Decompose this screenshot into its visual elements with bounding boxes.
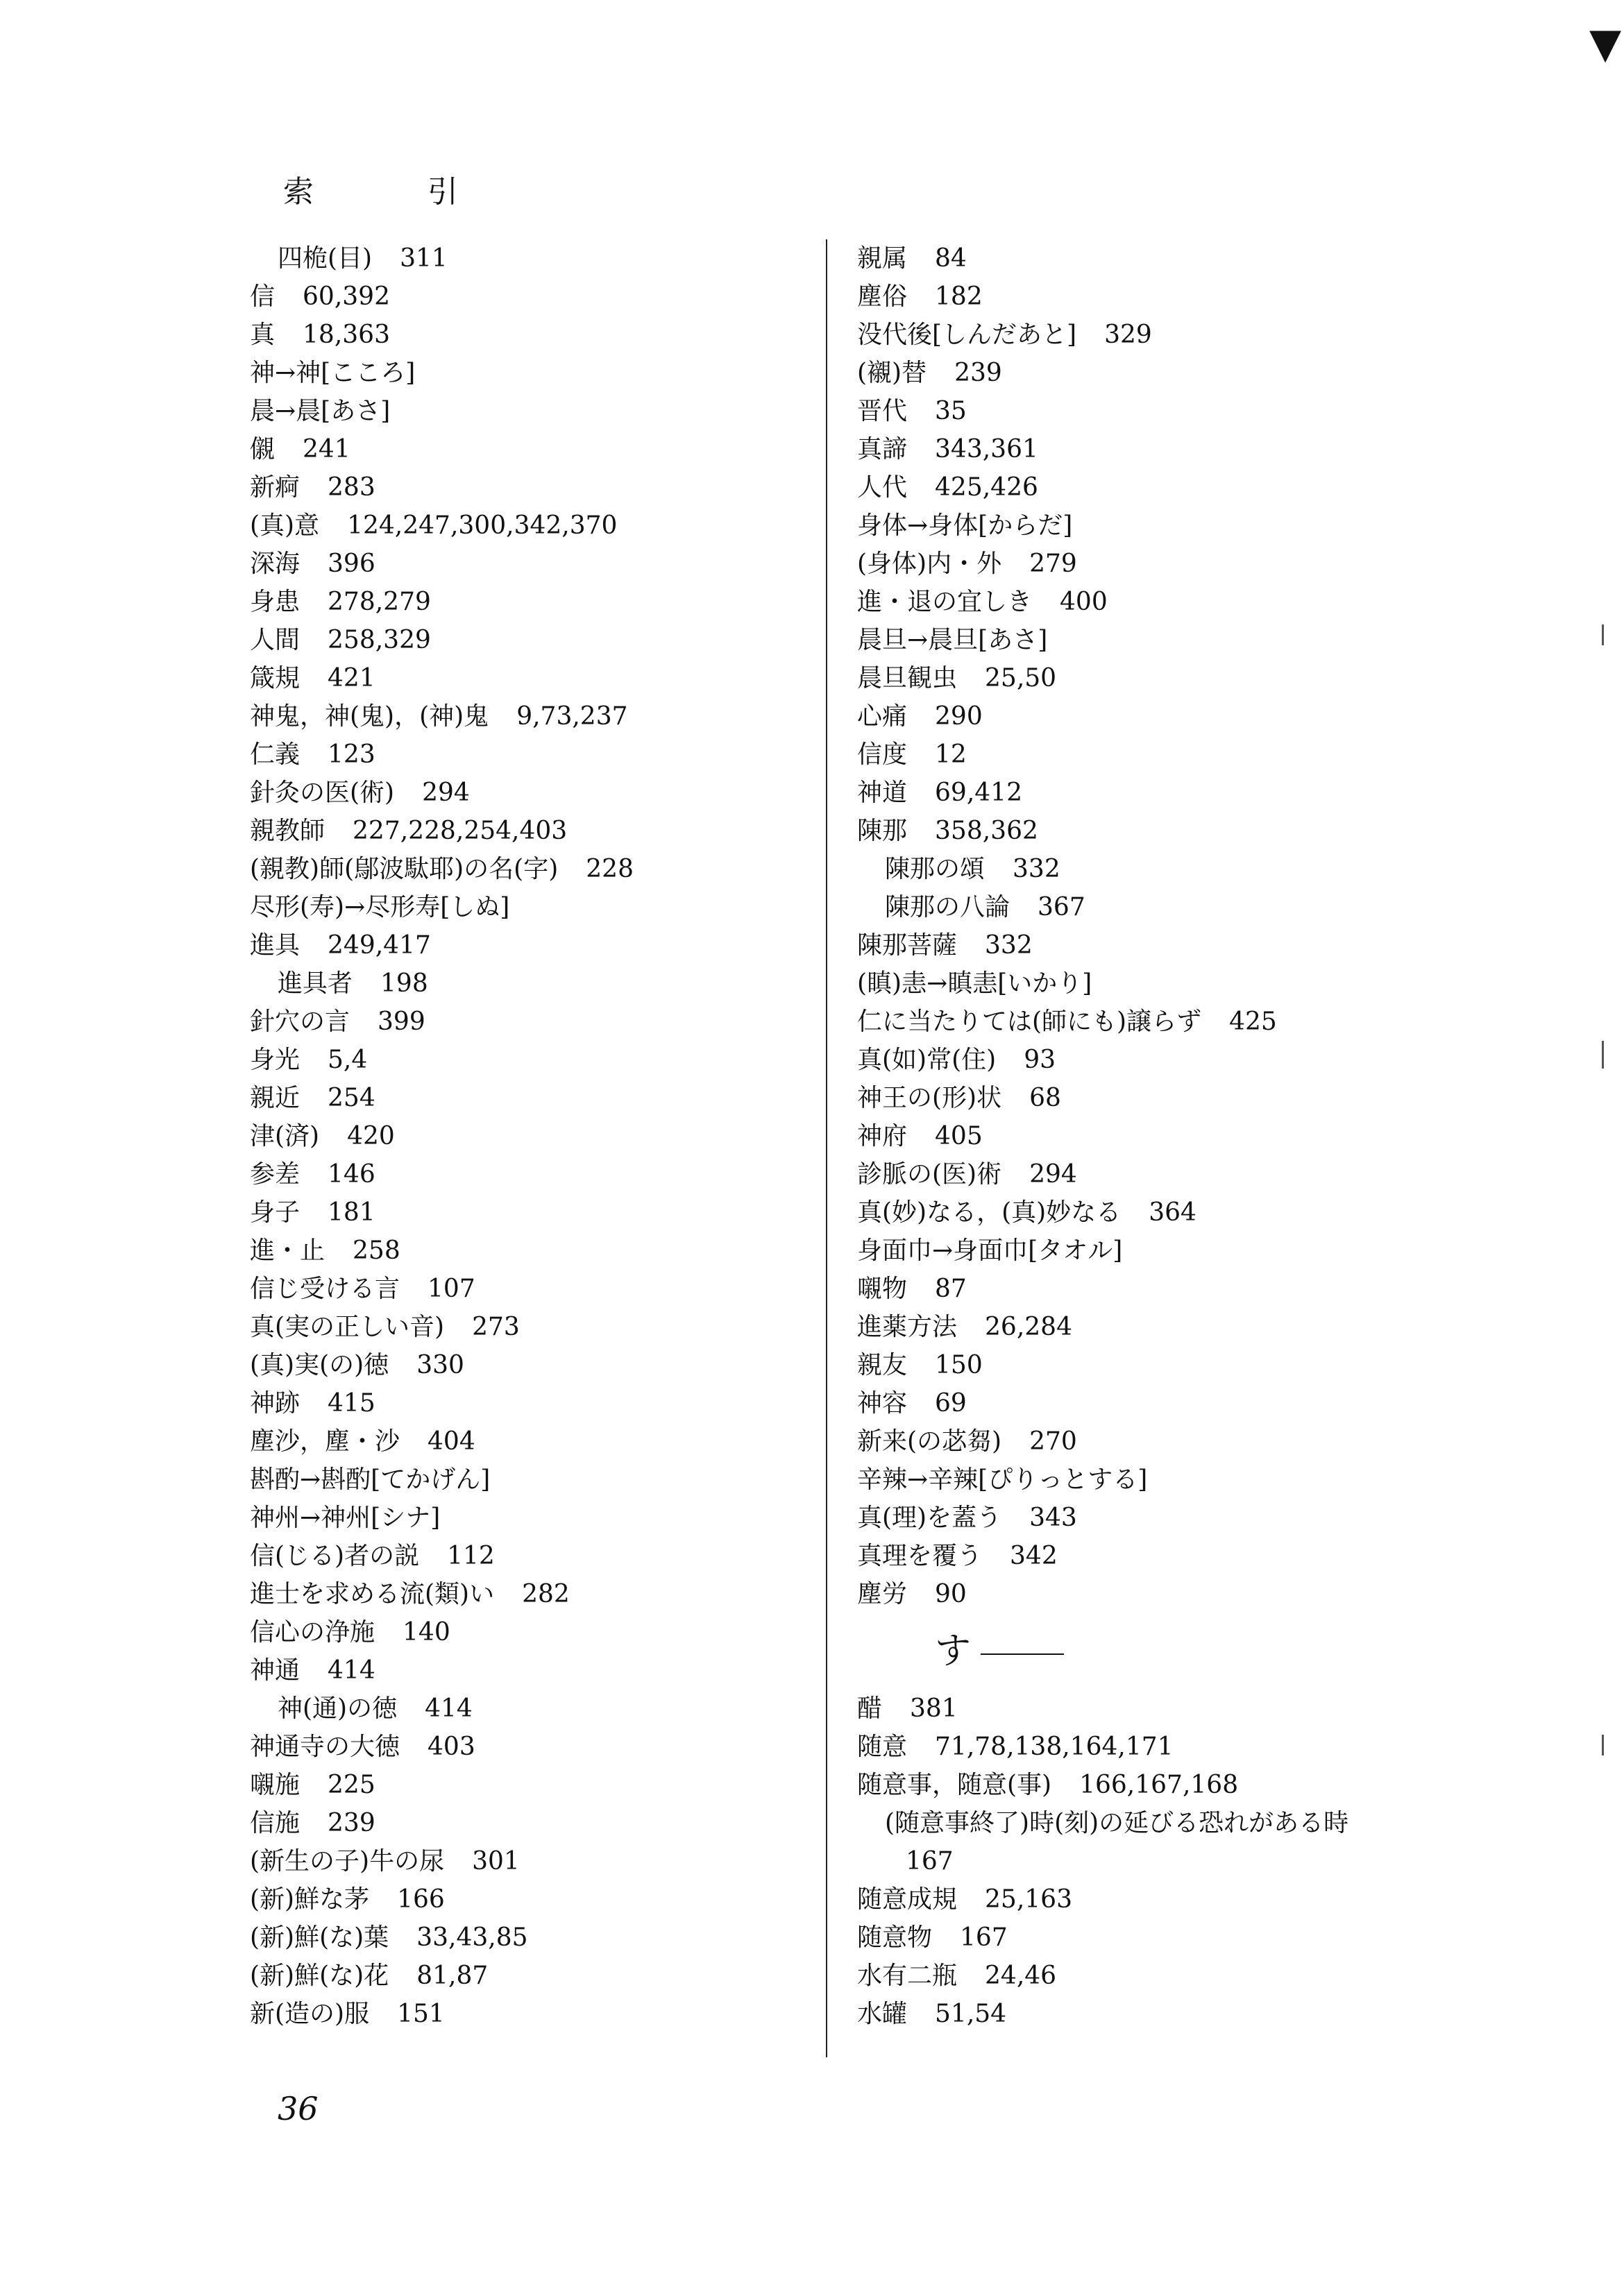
index-entry [857, 774, 1482, 812]
index-entry [857, 354, 1482, 392]
index-term: (身体)内・外 [857, 550, 1002, 578]
index-term: 親近 [250, 1084, 301, 1112]
index-entry [857, 1079, 1482, 1117]
index-entry [857, 392, 1482, 430]
index-entry [250, 1193, 805, 1232]
index-entry [250, 278, 805, 316]
index-entry [250, 697, 805, 735]
index-entry [857, 1422, 1482, 1461]
index-pages: 25,163 [985, 1885, 1072, 1914]
index-term: 真理を覆う [857, 1542, 983, 1570]
index-entry [857, 812, 1482, 850]
index-term: 仁に当たりては(師にも)譲らず [857, 1007, 1202, 1036]
index-entry [857, 1270, 1482, 1308]
corner-mark: ▼ [1589, 19, 1622, 68]
index-pages: 282 [522, 1580, 570, 1608]
index-pages: 167 [960, 1923, 1008, 1952]
index-term: 人代 [857, 473, 908, 502]
index-pages: 294 [1029, 1160, 1077, 1189]
index-entry [250, 430, 805, 468]
index-term: 身子 [250, 1198, 301, 1227]
index-term: 新痾 [250, 473, 301, 502]
index-pages: 278,279 [328, 588, 431, 616]
index-entry [250, 1117, 805, 1155]
index-pages: 400 [1060, 588, 1108, 616]
index-entry [857, 1804, 1482, 1842]
index-entry [250, 850, 805, 888]
index-term: 新来(の苾芻) [857, 1427, 1002, 1456]
index-entry [250, 621, 805, 659]
index-term: 真(実の正しい音) [250, 1313, 445, 1341]
edge-tick [1602, 1735, 1604, 1755]
index-entry [857, 1117, 1482, 1155]
index-term: 信施 [250, 1809, 301, 1837]
index-pages: 330 [416, 1351, 464, 1379]
index-term: 信心の浄施 [250, 1618, 375, 1647]
index-pages: 24,46 [985, 1962, 1057, 1990]
index-term: 親教師 [250, 817, 325, 845]
index-pages: 84 [935, 244, 967, 273]
index-term: 身光 [250, 1046, 301, 1074]
index-pages: 279 [1029, 550, 1077, 578]
index-term: 神容 [857, 1389, 908, 1418]
index-term: 神通 [250, 1656, 301, 1685]
index-entry [857, 1232, 1482, 1270]
index-pages: 182 [935, 282, 983, 311]
page-number: 36 [278, 2090, 319, 2127]
index-entry [250, 1995, 805, 2033]
index-pages: 124,247,300,342,370 [347, 511, 618, 540]
index-pages: 167 [906, 1847, 954, 1876]
index-term: 参差 [250, 1160, 301, 1189]
index-term: 人間 [250, 626, 301, 654]
index-pages: 420 [347, 1122, 395, 1150]
index-pages: 332 [985, 931, 1033, 960]
section-heading-rule [981, 1653, 1064, 1655]
index-term: 信じ受ける言 [250, 1275, 400, 1303]
index-pages: 9,73,237 [516, 702, 628, 731]
index-term: 醋 [857, 1694, 883, 1723]
index-pages: 239 [954, 359, 1002, 387]
index-entry [857, 735, 1482, 774]
index-term: (真)実(の)徳 [250, 1351, 389, 1379]
index-pages: 5,4 [328, 1046, 368, 1074]
index-pages: 166,167,168 [1079, 1771, 1239, 1799]
index-pages: 254 [328, 1084, 375, 1112]
index-pages: 225 [328, 1771, 375, 1799]
index-pages: 26,284 [985, 1313, 1072, 1341]
index-pages: 258 [353, 1236, 400, 1265]
index-entry [857, 1461, 1482, 1499]
index-term: 尽形(寿)→尽形寿[しぬ] [250, 893, 510, 921]
index-pages: 301 [472, 1847, 520, 1876]
index-pages: 90 [935, 1580, 967, 1608]
index-pages: 399 [378, 1007, 425, 1036]
index-entry [857, 278, 1482, 316]
index-entry [250, 1919, 805, 1957]
index-term: 四桅(目) [278, 244, 373, 273]
index-pages: 294 [422, 779, 470, 807]
index-pages: 396 [328, 550, 375, 578]
index-term: 神鬼，神(鬼)，(神)鬼 [250, 702, 489, 731]
index-term: 神(通)の徳 [278, 1694, 398, 1723]
index-entry [857, 1842, 1482, 1880]
index-pages: 228 [586, 855, 634, 883]
index-entry [250, 545, 805, 583]
index-group-su [857, 1690, 1482, 2033]
index-entry [250, 316, 805, 354]
edge-tick [1602, 624, 1604, 645]
index-term: 箴規 [250, 664, 301, 692]
index-pages: 270 [1029, 1427, 1077, 1456]
index-entry [250, 1880, 805, 1919]
index-pages: 181 [328, 1198, 375, 1227]
index-entry [250, 1804, 805, 1842]
index-term: 心痛 [857, 702, 908, 731]
index-term: 晋代 [857, 397, 908, 425]
index-term: 塵沙，塵・沙 [250, 1427, 400, 1456]
index-entry [250, 1613, 805, 1651]
index-term: (新)鮮(な)花 [250, 1962, 389, 1990]
index-term: (新)鮮な茅 [250, 1885, 370, 1914]
index-entry [857, 239, 1482, 278]
section-heading-su [857, 1613, 1482, 1690]
index-term: (親教)師(鄔波駄耶)の名(字) [250, 855, 559, 883]
index-pages: 12 [935, 740, 967, 769]
index-pages: 332 [1013, 855, 1060, 883]
index-entry [250, 354, 805, 392]
index-group-shin [857, 239, 1482, 1613]
index-term: 神王の(形)状 [857, 1084, 1002, 1112]
index-term: 随意事，随意(事) [857, 1771, 1052, 1799]
column-divider [826, 239, 827, 2057]
index-entry [857, 545, 1482, 583]
index-entry [250, 1079, 805, 1117]
index-term: 津(済) [250, 1122, 320, 1150]
index-term: (新生の子)牛の尿 [250, 1847, 445, 1876]
index-entry [857, 1346, 1482, 1384]
index-term: 水罐 [857, 2000, 908, 2028]
section-heading-kana: す [935, 1631, 972, 1672]
index-entry [250, 888, 805, 926]
index-term: 神道 [857, 779, 908, 807]
index-pages: 18,363 [303, 321, 390, 349]
index-pages: 425 [1229, 1007, 1277, 1036]
index-term: 陳那の頌 [885, 855, 986, 883]
index-term: 神州→神州[シナ] [250, 1504, 441, 1532]
index-term: 斟酌→斟酌[てかげん] [250, 1465, 491, 1494]
index-entry [250, 1003, 805, 1041]
index-entry [250, 1766, 805, 1804]
index-pages: 241 [303, 435, 350, 464]
index-pages: 93 [1024, 1046, 1056, 1074]
index-entry [857, 468, 1482, 507]
index-pages: 381 [910, 1694, 958, 1723]
index-pages: 112 [447, 1542, 495, 1570]
index-entry [250, 1842, 805, 1880]
index-term: 嚫物 [857, 1275, 908, 1303]
index-entry [857, 1575, 1482, 1613]
index-entry [250, 1499, 805, 1537]
index-entry [857, 1880, 1482, 1919]
index-term: 親属 [857, 244, 908, 273]
index-pages: 343 [1029, 1504, 1077, 1532]
index-term: 陳那 [857, 817, 908, 845]
index-entry [250, 1308, 805, 1346]
index-term: 神跡 [250, 1389, 301, 1418]
index-term: 儭 [250, 435, 276, 464]
index-pages: 258,329 [328, 626, 431, 654]
index-term: 陳那の八論 [885, 893, 1010, 921]
index-term: 晨旦→晨旦[あさ] [857, 626, 1048, 654]
index-pages: 405 [935, 1122, 983, 1150]
index-term: 診脈の(医)術 [857, 1160, 1002, 1189]
index-term: 身体→身体[からだ] [857, 511, 1073, 540]
index-pages: 311 [400, 244, 448, 273]
index-entry [250, 1728, 805, 1766]
index-pages: 33,43,85 [416, 1923, 528, 1952]
index-entry [250, 659, 805, 697]
index-term: 真(妙)なる，(真)妙なる [857, 1198, 1122, 1227]
index-pages: 342 [1010, 1542, 1058, 1570]
index-pages: 166 [397, 1885, 445, 1914]
index-term: 辛辣→辛辣[ぴりっとする] [857, 1465, 1148, 1494]
index-term: 晨→晨[あさ] [250, 397, 391, 425]
index-term: 没代後[しんだあと] [857, 321, 1077, 349]
index-term: 深海 [250, 550, 301, 578]
index-pages: 71,78,138,164,171 [935, 1733, 1174, 1761]
index-pages: 81,87 [416, 1962, 489, 1990]
index-entry [857, 1690, 1482, 1728]
index-entry [250, 1651, 805, 1690]
index-entry [250, 812, 805, 850]
index-entry [857, 1041, 1482, 1079]
index-entry [250, 1422, 805, 1461]
index-entry [857, 507, 1482, 545]
index-term: (瞋)恚→瞋恚[いかり] [857, 969, 1092, 998]
index-term: 晨旦観虫 [857, 664, 958, 692]
index-entry [250, 926, 805, 964]
index-entry [250, 507, 805, 545]
index-pages: 403 [428, 1733, 475, 1761]
index-term: (真)意 [250, 511, 320, 540]
index-term: 神府 [857, 1122, 908, 1150]
index-entry [250, 1041, 805, 1079]
index-entry [250, 1346, 805, 1384]
index-term: 身患 [250, 588, 301, 616]
index-term: 嚫施 [250, 1771, 301, 1799]
index-term: 進具 [250, 931, 301, 960]
index-entry [857, 1919, 1482, 1957]
index-entry [857, 697, 1482, 735]
index-term: 進士を求める流(類)い [250, 1580, 495, 1608]
index-term: 仁義 [250, 740, 301, 769]
index-pages: 51,54 [935, 2000, 1007, 2028]
index-entry [857, 850, 1482, 888]
index-entry [250, 1155, 805, 1193]
index-term: 親友 [857, 1351, 908, 1379]
index-pages: 415 [328, 1389, 375, 1418]
index-term: 針灸の医(術) [250, 779, 395, 807]
index-pages: 367 [1038, 893, 1085, 921]
index-pages: 414 [328, 1656, 375, 1685]
index-term: 進・退の宜しき [857, 588, 1033, 616]
index-entry [250, 1461, 805, 1499]
index-term: 信度 [857, 740, 908, 769]
index-term: 新(造の)服 [250, 2000, 370, 2028]
index-entry [250, 468, 805, 507]
index-term: 針穴の言 [250, 1007, 350, 1036]
index-term: 陳那菩薩 [857, 931, 958, 960]
index-entry [250, 1270, 805, 1308]
index-term: 進具者 [278, 969, 353, 998]
index-pages: 249,417 [328, 931, 431, 960]
index-term: (随意事終了)時(刻)の延びる恐れがある時 [885, 1809, 1349, 1837]
index-entry [857, 316, 1482, 354]
index-entry [857, 1766, 1482, 1804]
index-term: 随意 [857, 1733, 908, 1761]
index-pages: 25,50 [985, 664, 1057, 692]
index-pages: 69 [935, 1389, 967, 1418]
index-pages: 414 [425, 1694, 473, 1723]
index-term: 信 [250, 282, 276, 311]
index-entry [857, 1995, 1482, 2033]
index-entry [250, 583, 805, 621]
index-term: 真諦 [857, 435, 908, 464]
index-pages: 35 [935, 397, 967, 425]
index-entry [857, 1728, 1482, 1766]
index-term: 随意成規 [857, 1885, 958, 1914]
index-pages: 198 [380, 969, 428, 998]
index-term: (襯)替 [857, 359, 927, 387]
index-pages: 364 [1149, 1198, 1196, 1227]
index-entry [857, 621, 1482, 659]
index-entry [250, 392, 805, 430]
index-pages: 60,392 [303, 282, 390, 311]
index-pages: 227,228,254,403 [353, 817, 568, 845]
index-entry [857, 1193, 1482, 1232]
index-pages: 239 [328, 1809, 375, 1837]
index-entry [857, 1499, 1482, 1537]
index-term: 進・止 [250, 1236, 325, 1265]
index-term: 真 [250, 321, 276, 349]
index-entry [857, 1155, 1482, 1193]
index-pages: 140 [403, 1618, 450, 1647]
index-entry [857, 1537, 1482, 1575]
index-pages: 329 [1104, 321, 1152, 349]
index-term: 真(如)常(住) [857, 1046, 997, 1074]
index-entry [250, 1957, 805, 1995]
index-pages: 343,361 [935, 435, 1038, 464]
index-entry [857, 1957, 1482, 1995]
index-entry [857, 888, 1482, 926]
index-entry [857, 1003, 1482, 1041]
index-entry [250, 964, 805, 1003]
index-term: (新)鮮(な)葉 [250, 1923, 389, 1952]
page-title: 索 引 [283, 174, 500, 210]
index-term: 水有二瓶 [857, 1962, 958, 1990]
index-pages: 150 [935, 1351, 983, 1379]
index-pages: 358,362 [935, 817, 1038, 845]
index-pages: 404 [428, 1427, 475, 1456]
index-pages: 68 [1029, 1084, 1061, 1112]
index-term: 神通寺の大徳 [250, 1733, 400, 1761]
index-term: 真(理)を蓋う [857, 1504, 1002, 1532]
index-term: 神→神[こころ] [250, 359, 416, 387]
index-entry [250, 1537, 805, 1575]
index-pages: 151 [397, 2000, 445, 2028]
index-entry [250, 1384, 805, 1422]
index-column-right [857, 239, 1482, 2033]
index-pages: 146 [328, 1160, 375, 1189]
index-entry [250, 1575, 805, 1613]
index-term: 塵俗 [857, 282, 908, 311]
index-entry [857, 430, 1482, 468]
index-term: 進薬方法 [857, 1313, 958, 1341]
index-pages: 123 [328, 740, 375, 769]
index-term: 身面巾→身面巾[タオル] [857, 1236, 1123, 1265]
index-pages: 283 [328, 473, 375, 502]
index-pages: 107 [428, 1275, 475, 1303]
index-entry [250, 774, 805, 812]
index-entry [857, 964, 1482, 1003]
index-pages: 87 [935, 1275, 967, 1303]
index-term: 塵労 [857, 1580, 908, 1608]
index-entry [250, 239, 805, 278]
index-entry [857, 926, 1482, 964]
index-pages: 421 [328, 664, 375, 692]
index-entry [250, 1690, 805, 1728]
index-entry [857, 583, 1482, 621]
index-pages: 273 [472, 1313, 520, 1341]
index-pages: 425,426 [935, 473, 1038, 502]
index-entry [857, 1308, 1482, 1346]
index-entry [857, 1384, 1482, 1422]
index-column-left [250, 239, 805, 2033]
edge-tick [1602, 1041, 1604, 1069]
index-pages: 290 [935, 702, 983, 731]
index-entry [250, 1232, 805, 1270]
index-pages: 69,412 [935, 779, 1022, 807]
index-term: 信(じる)者の説 [250, 1542, 420, 1570]
index-entry [250, 735, 805, 774]
index-entry [857, 659, 1482, 697]
index-term: 随意物 [857, 1923, 933, 1952]
